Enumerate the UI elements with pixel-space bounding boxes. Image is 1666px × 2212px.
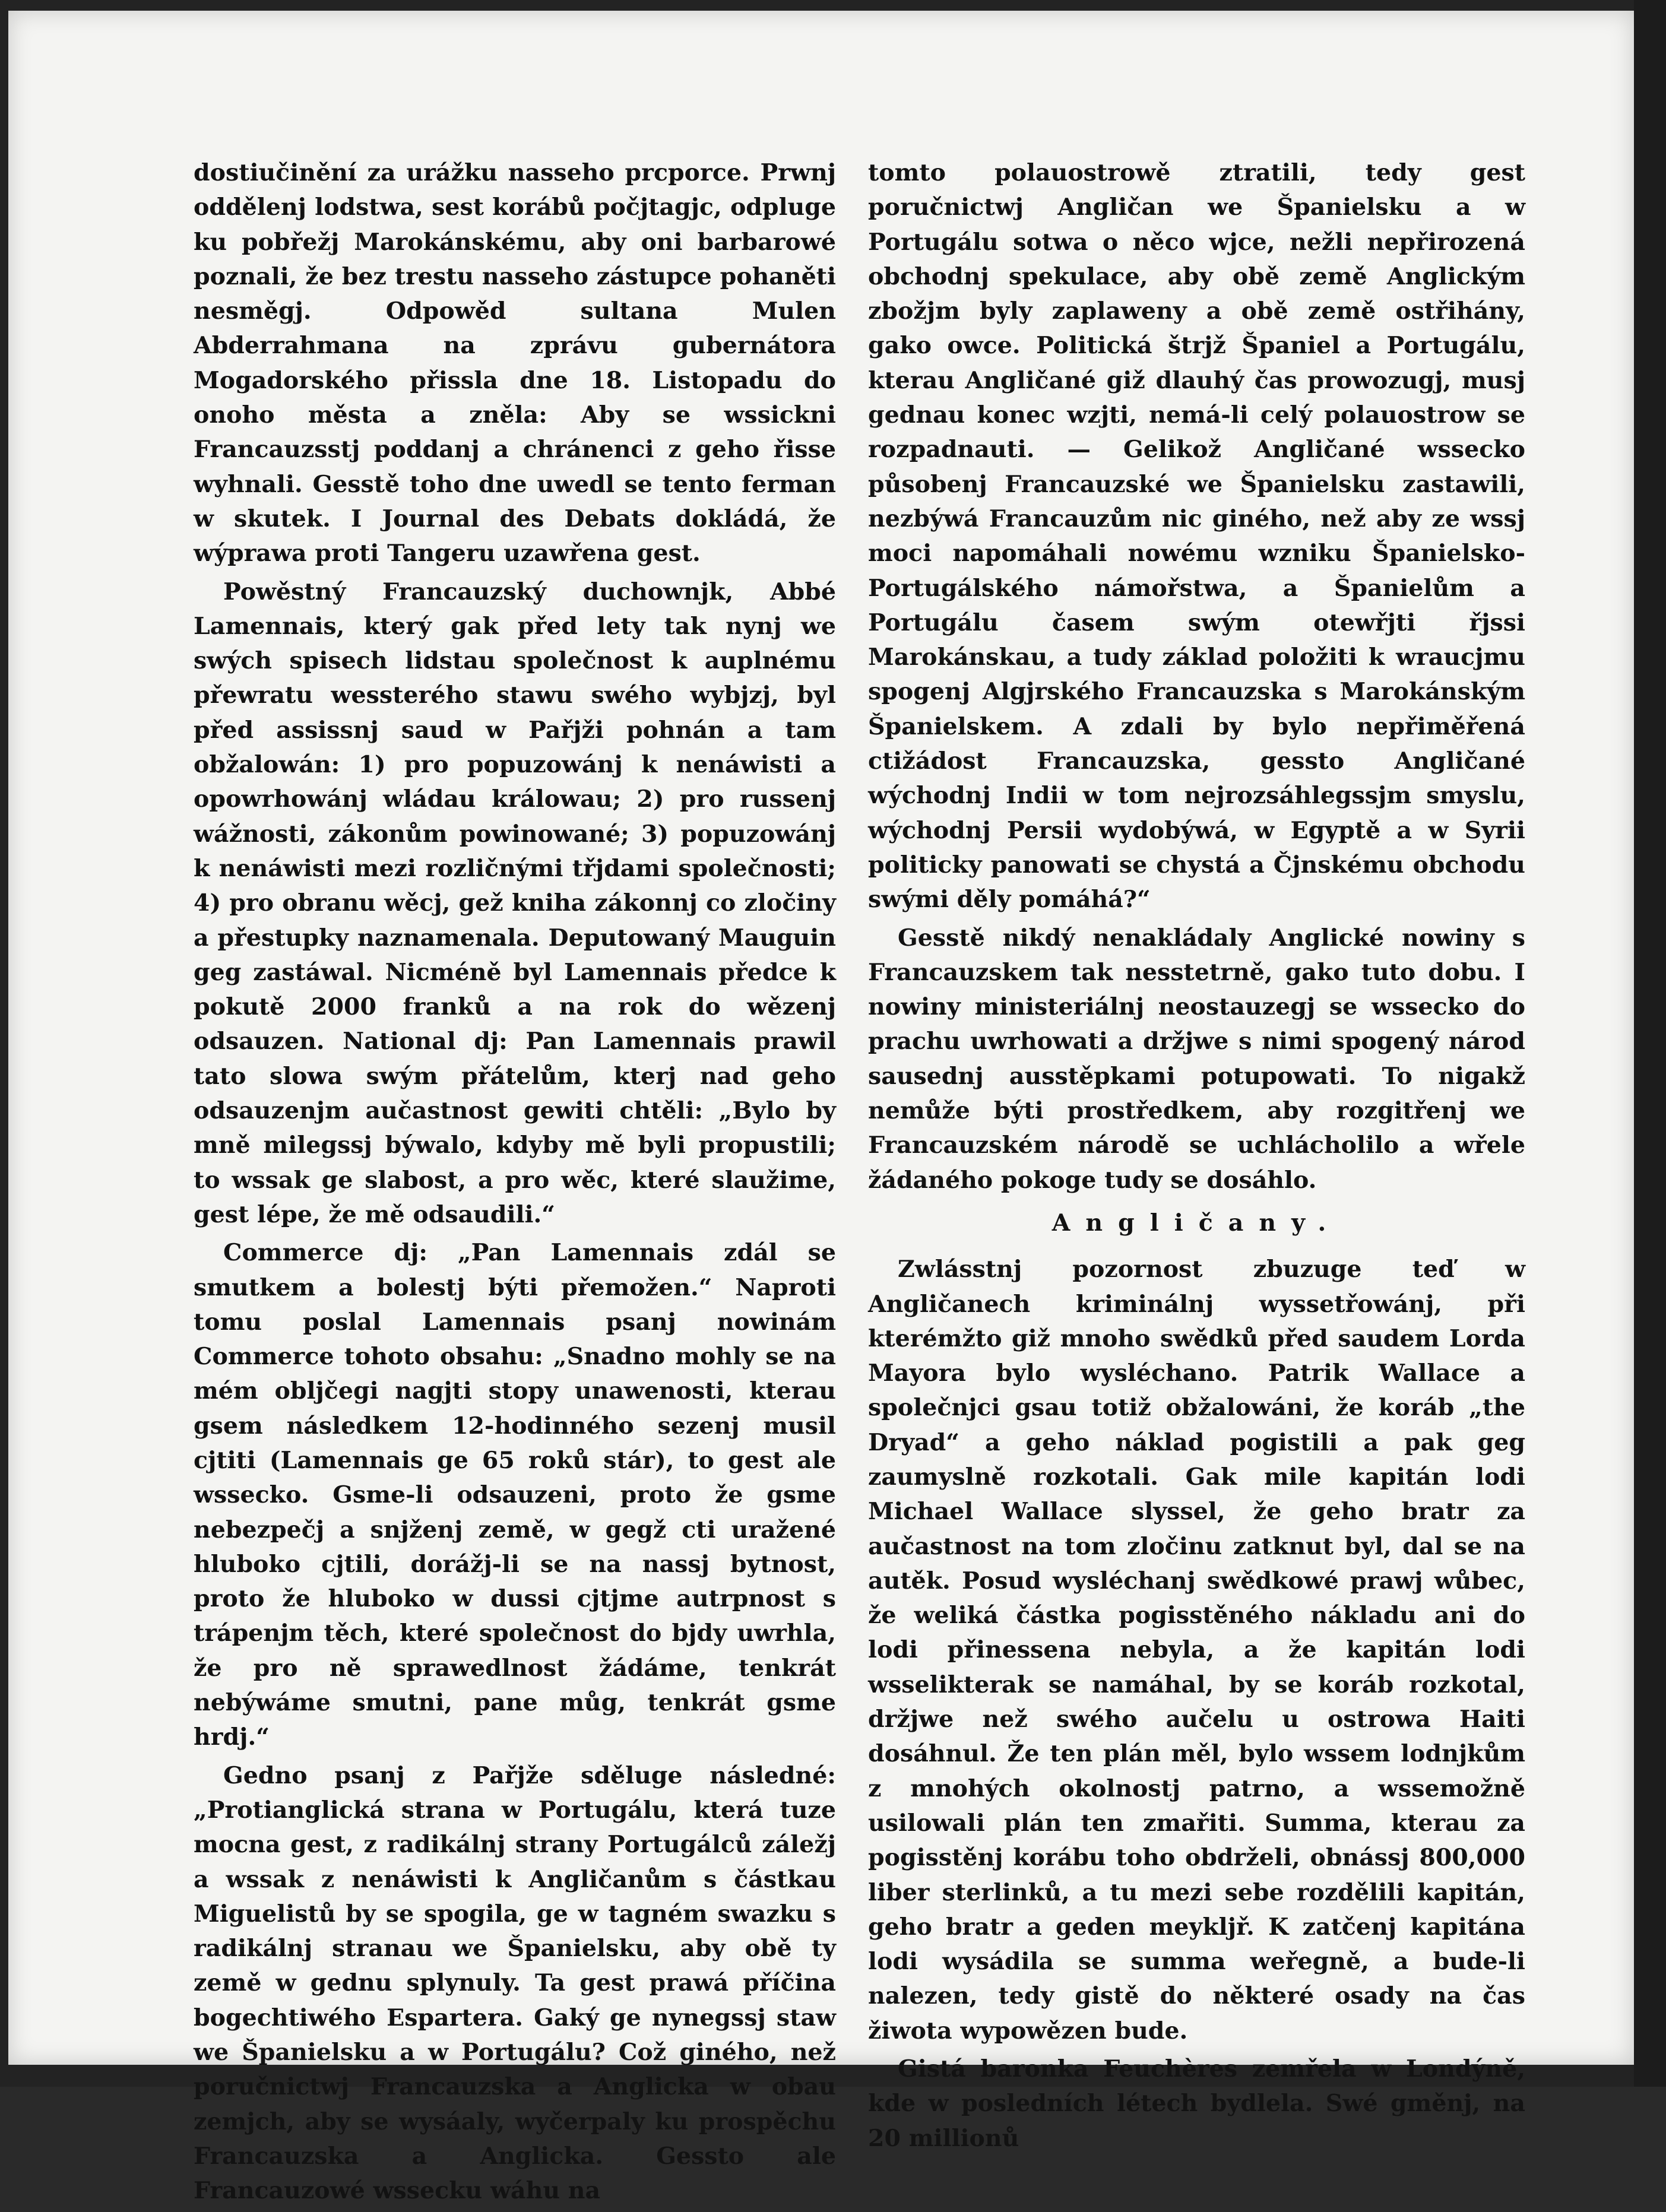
left-paragraph-1: dostiučinění za urážku nasseho prcporce. Prwnj oddělenj lodstwa, sest korábů počjtagjc, odpluge ku pobřežj Marokánskému, aby oni barbarowé poznali, že bez trestu nasseho zástupce pohaněti nesměgj. Odpowěd sultana Mulen Abderrahmana na zprávu gubernátora Mogadorského přissla dne 18. Listopadu do onoho města a zněla: Aby se wssickni Francauzsstj poddanj a chránenci z geho řisse wyhnali. Gesstě toho dne uwedl se tento ferman w skutek. I Journal des Debats dokládá, že wýprawa proti Tangeru uzawřena gest. — [194, 159, 836, 568]
right-column — [868, 156, 1525, 2159]
scan-edge — [1634, 0, 1666, 2087]
left-paragraph-4: Gedno psanj z Pařjže sděluge následné: „Protianglická strana w Portugálu, která tuze mocna gest, z radikálnj strany Portugálců záležj a wssak z nenáwisti k Angličanům s částkau Miguelistů by se spogila, ge w tagném swazku s radikálnj stranau we Španielsku, aby obě ty země w gednu splynuly. Ta gest prawá příčina bogechtiwého Espartera. Gaký ge nynegssj staw we Španielsku a w Portugálu? Což giného, než poručnictwj Francauzska a Anglicka w obau zemjch, aby se wysáaly, wyčerpaly ku prospěchu Francauzska a Anglicka. Gessto ale Francauzowé wssecku wáhu na — [194, 1761, 836, 2205]
right-paragraph-2: Gesstě nikdý nenakládaly Anglické nowiny s Francauzskem tak nesstetrně, gako tuto dobu. I nowiny ministeriálnj neostauzegj se wssecko do prachu uwrhowati a držjwe s nimi spogený národ sausednj ausstěpkami potupowati. To nigakž nemůže býti prostředkem, aby rozgitřenj we Francauzském národě se uchlácholilo a wřele žádaného pokoge tudy se dosáhlo. — [868, 924, 1525, 1194]
left-column — [194, 156, 836, 2212]
right-paragraph-1: tomto polauostrowě ztratili, tedy gest poručnictwj Angličan we Španielsku a w Portugálu sotwa o něco wjce, nežli nepřirozená obchodnj spekulace, aby obě země Anglickým zbožjm byly zaplaweny a obě země ostřihány, gako owce. Politická štrjž Španiel a Portugálu, kterau Angličané giž dlauhý čas prowozugj, musj gednau konec wzjti, nemá-li celý polauostrow se rozpadnauti. — Gelikož Angličané wssecko působenj Francauzské we Španielsku zastawili, nezbýwá Francauzům nic giného, než aby ze wssj moci napomáhali nowému wzniku Španielsko-Portugálského námořstwa, a Španielům a Portugálu časem swým otewřjti řjssi Marokánskau, a tudy základ položiti k wraucjmu spogenj Algjrského Francauzska s Marokánským Španielskem. A zdali by bylo nepřiměřená ctižádost Francauzska, gessto Angličané wýchodnj Indii w tom nejrozsáhlegssjm smyslu, wýchodnj Persii wydobýwá, w Egyptě a w Syrii politicky panowati se chystá a Čjnskému obchodu swými děly pomáhá?“ — [868, 159, 1525, 914]
right-paragraph-3: Zwlásstnj pozornost zbuzuge teď w Angličanech kriminálnj wyssetřowánj, při kterémžto giž mnoho swědků před saudem Lorda Mayora bylo wysléchano. Patrik Wallace a společnjci gsau totiž obžalowáni, že koráb „the Dryad“ a geho náklad pogistili a pak geg zaumyslně rozkotali. Gak mile kapitán lodi Michael Wallace slyssel, že geho bratr za aučastnost na tom zločinu zatknut byl, dal se na autěk. Posud wysléchanj swědkowé prawj wůbec, že weliká částka pogisstěného nákladu ani do lodi přinessena nebyla, a že kapitán lodi wsselikterak se namáhal, by se koráb rozkotal, držjwe než swého aučelu u ostrowa Haiti dosáhnul. Že ten plán měl, bylo wssem lodnjkům z mnohých okolnostj patrno, a wssemožně usilowali plán ten zmařiti. Summa, kterau za pogisstěnj korábu toho obdrželi, obnássj 800,000 liber sterlinků, a tu mezi sebe rozdělili kapitán, geho bratr a geden meykljř. K zatčenj kapitána lodi wysádila se summa weřegně, a bude-li nalezen, tedy gistě do některé osady na čas žiwota wypowězen bude. — [868, 1256, 1525, 2045]
left-paragraph-2: Powěstný Francauzský duchownjk, Abbé Lamennais, který gak před lety tak nynj we swých spisech lidstau společnost k auplnému přewratu wessterého stawu swého wybjzj, byl před assissnj saud w Pařjži pohnán a tam obžalowán: 1) pro popuzowánj k nenáwisti a opowrhowánj wládau králowau; 2) pro russenj wážnosti, zákonům powinowané; 3) popuzowánj k nenáwisti mezi rozličnými třjdami společnosti; 4) pro obranu wěcj, gež kniha zákonnj co zločiny a přestupky naznamenala. Deputowaný Mauguin geg zastáwal. Nicméně byl Lamennais předce k pokutě 2000 franků a na rok do wězenj odsauzen. National dj: Pan Lamennais prawil tato slowa swým přátelům, kterj nad geho odsauzenjm aučastnost gewiti chtěli: „Bylo by mně milegssj býwalo, kdyby mě byli propustili; to wssak ge slabost, a pro wěc, které slaužime, gest lépe, že mě odsaudili.“ — [194, 578, 836, 1228]
left-paragraph-3: Commerce dj: „Pan Lamennais zdál se smutkem a bolestj býti přemožen.“ Naproti tomu poslal Lamennais psanj nowinám Commerce tohoto obsahu: „Snadno mohly se na mém obljčegi nagjti stopy unawenosti, kterau gsem následkem 12-hodinného sezenj musil cjtiti (Lamennais ge 65 roků stár), to gest ale wssecko. Gsme-li odsauzeni, proto že gsme nebezpečj a snjženj země, w gegž cti uražené hluboko cjtili, dorážj-li se na nassj bytnost, proto že hluboko w dussi cjtjme autrpnost s trápenjm těch, které společnost do bjdy uwrhla, že pro ně sprawedlnost žádáme, tenkrát nebýwáme smutni, pane můg, tenkrát gsme hrdj.“ — [194, 1239, 836, 1751]
section-heading: Angličany. — [1051, 1209, 1342, 1237]
right-paragraph-4: Gistá baronka Feuchères zemřela w Londýně, kde w posledních létech bydlela. Swé gměnj, na 20 millionů — [868, 2055, 1525, 2152]
